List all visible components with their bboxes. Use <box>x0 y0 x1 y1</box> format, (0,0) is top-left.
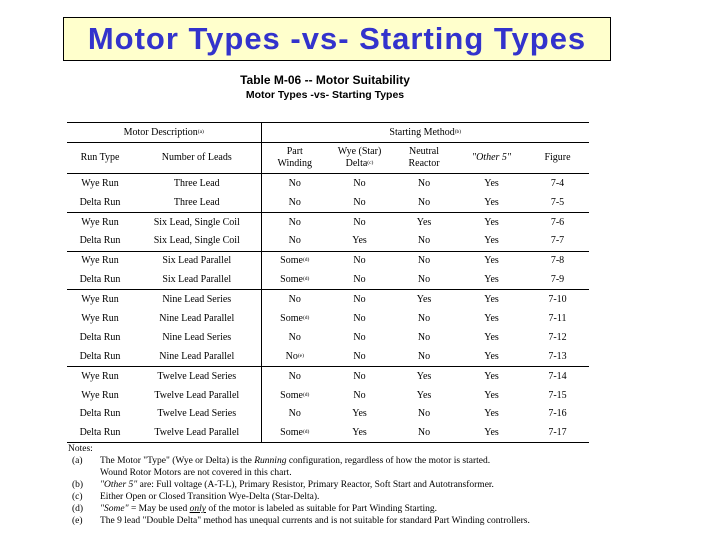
cell-run-type: Delta Run <box>79 350 121 362</box>
table-row <box>67 310 589 329</box>
cell-other-5: Yes <box>484 408 499 420</box>
cell-number-of-leads: Nine Lead Series <box>162 332 232 344</box>
cell-figure: 7-4 <box>550 177 565 189</box>
cell-other-5: Yes <box>484 255 499 267</box>
cell-other-5: Yes <box>484 294 499 306</box>
cell-neutral-reactor: No <box>417 427 431 439</box>
cell-neutral-reactor: Yes <box>416 294 432 306</box>
cell-figure: 7-5 <box>550 196 565 208</box>
cell-part-winding: No <box>261 329 328 348</box>
col-part-winding: Part Winding <box>261 143 328 174</box>
cell-run-type: Delta Run <box>79 427 121 439</box>
cell-figure: 7-14 <box>548 370 567 382</box>
table-row <box>67 290 589 310</box>
cell-figure: 7-12 <box>548 332 567 344</box>
cell-other-5: Yes <box>484 350 499 362</box>
cell-wye-delta: Yes <box>352 408 367 420</box>
cell-run-type: Delta Run <box>79 196 121 208</box>
cell-other-5: Yes <box>484 427 499 439</box>
cell-part-winding: Some$^{(d)}$ <box>261 424 328 443</box>
cell-number-of-leads: Nine Lead Series <box>162 294 232 306</box>
cell-part-winding: Some$^{(d)}$ <box>261 271 328 290</box>
cell-neutral-reactor: No <box>417 177 431 189</box>
cell-run-type: Wye Run <box>81 389 119 401</box>
cell-part-winding: Some$^{(d)}$ <box>261 251 328 271</box>
cell-number-of-leads: Six Lead, Single Coil <box>153 216 240 228</box>
table-row <box>67 251 589 271</box>
cell-figure: 7-8 <box>550 255 565 267</box>
table-row <box>67 271 589 290</box>
cell-other-5: Yes <box>484 196 499 208</box>
table-row <box>67 194 589 213</box>
cell-other-5: Yes <box>484 389 499 401</box>
table-row <box>67 386 589 405</box>
cell-part-winding: Some$^{(d)}$ <box>261 310 328 329</box>
cell-number-of-leads: Nine Lead Parallel <box>159 313 235 325</box>
cell-run-type: Delta Run <box>79 408 121 420</box>
table-subtitle: Motor Types -vs- Starting Types <box>245 89 405 101</box>
cell-other-5: Yes <box>484 274 499 286</box>
cell-number-of-leads: Three Lead <box>173 196 220 208</box>
cell-wye-delta: No <box>353 389 366 401</box>
cell-run-type: Wye Run <box>81 294 119 306</box>
cell-part-winding: No <box>261 174 328 194</box>
col-number-of-leads: Number of Leads <box>161 152 232 163</box>
col-figure: Figure <box>544 152 571 163</box>
cell-other-5: Yes <box>484 235 499 247</box>
cell-neutral-reactor: Yes <box>416 370 432 382</box>
cell-neutral-reactor: No <box>417 196 431 208</box>
table-title: Table M-06 -- Motor Suitability <box>240 73 410 87</box>
cell-figure: 7-9 <box>550 274 565 286</box>
cell-part-winding: Some$^{(d)}$ <box>261 386 328 405</box>
column-header-row <box>67 143 589 174</box>
cell-neutral-reactor: No <box>417 408 431 420</box>
table-row <box>67 174 589 194</box>
cell-neutral-reactor: No <box>417 332 431 344</box>
cell-part-winding: No <box>261 290 328 310</box>
cell-part-winding: No$^{(e)}$ <box>261 347 328 366</box>
cell-figure: 7-16 <box>548 408 567 420</box>
cell-neutral-reactor: No <box>417 313 431 325</box>
cell-figure: 7-6 <box>550 216 565 228</box>
col-wye-delta: Wye (Star) Delta$^{(c)}$ <box>337 146 382 169</box>
cell-other-5: Yes <box>484 332 499 344</box>
cell-run-type: Wye Run <box>81 216 119 228</box>
cell-wye-delta: No <box>353 216 366 228</box>
cell-neutral-reactor: No <box>417 274 431 286</box>
cell-number-of-leads: Twelve Lead Series <box>157 370 237 382</box>
cell-wye-delta: No <box>353 196 366 208</box>
table-row <box>67 366 589 386</box>
cell-neutral-reactor: Yes <box>416 216 432 228</box>
cell-part-winding: No <box>261 232 328 251</box>
banner-title: Motor Types -vs- Starting Types <box>87 21 587 56</box>
col-neutral-reactor: Neutral Reactor <box>408 146 440 169</box>
cell-run-type: Wye Run <box>81 177 119 189</box>
cell-wye-delta: Yes <box>352 235 367 247</box>
cell-run-type: Delta Run <box>79 332 121 344</box>
cell-wye-delta: No <box>353 294 366 306</box>
cell-number-of-leads: Twelve Lead Parallel <box>154 427 240 439</box>
cell-wye-delta: No <box>353 177 366 189</box>
cell-figure: 7-13 <box>548 350 567 362</box>
cell-wye-delta: Yes <box>352 427 367 439</box>
cell-neutral-reactor: No <box>417 255 431 267</box>
cell-part-winding: No <box>261 366 328 386</box>
cell-number-of-leads: Six Lead, Single Coil <box>153 235 240 247</box>
cell-neutral-reactor: No <box>417 350 431 362</box>
cell-number-of-leads: Twelve Lead Parallel <box>154 389 240 401</box>
group-header-row <box>67 123 589 143</box>
cell-run-type: Wye Run <box>81 255 119 267</box>
cell-number-of-leads: Nine Lead Parallel <box>159 350 235 362</box>
cell-other-5: Yes <box>484 216 499 228</box>
cell-wye-delta: No <box>353 274 366 286</box>
table-row <box>67 405 589 424</box>
starting-method-header: Starting Method$^{(b)}$ <box>261 123 589 143</box>
col-run-type: Run Type <box>80 152 120 163</box>
table-row <box>67 232 589 251</box>
cell-wye-delta: No <box>353 350 366 362</box>
table-row <box>67 212 589 232</box>
cell-other-5: Yes <box>484 313 499 325</box>
cell-part-winding: No <box>261 405 328 424</box>
cell-neutral-reactor: No <box>417 235 431 247</box>
table-row <box>67 424 589 443</box>
cell-part-winding: No <box>261 212 328 232</box>
cell-number-of-leads: Six Lead Parallel <box>162 274 232 286</box>
cell-run-type: Delta Run <box>79 235 121 247</box>
cell-neutral-reactor: Yes <box>416 389 432 401</box>
cell-wye-delta: No <box>353 255 366 267</box>
cell-wye-delta: No <box>353 370 366 382</box>
motor-suitability-table <box>67 122 589 443</box>
cell-figure: 7-7 <box>550 235 565 247</box>
cell-number-of-leads: Twelve Lead Series <box>157 408 237 420</box>
cell-figure: 7-15 <box>548 389 567 401</box>
cell-other-5: Yes <box>484 370 499 382</box>
cell-run-type: Wye Run <box>81 370 119 382</box>
cell-figure: 7-17 <box>548 427 567 439</box>
title-banner <box>63 17 611 61</box>
cell-number-of-leads: Three Lead <box>173 177 220 189</box>
cell-run-type: Wye Run <box>81 313 119 325</box>
notes-label: Notes: <box>68 444 93 454</box>
table-row <box>67 329 589 348</box>
cell-figure: 7-11 <box>548 313 567 325</box>
cell-run-type: Delta Run <box>79 274 121 286</box>
cell-number-of-leads: Six Lead Parallel <box>162 255 232 267</box>
cell-other-5: Yes <box>484 177 499 189</box>
table-row <box>67 347 589 366</box>
cell-wye-delta: No <box>353 332 366 344</box>
col-other-5: "Other 5" <box>471 152 512 163</box>
cell-wye-delta: No <box>353 313 366 325</box>
cell-part-winding: No <box>261 194 328 213</box>
cell-figure: 7-10 <box>548 294 567 306</box>
motor-description-header: Motor Description$^{(a)}$ <box>123 126 204 138</box>
